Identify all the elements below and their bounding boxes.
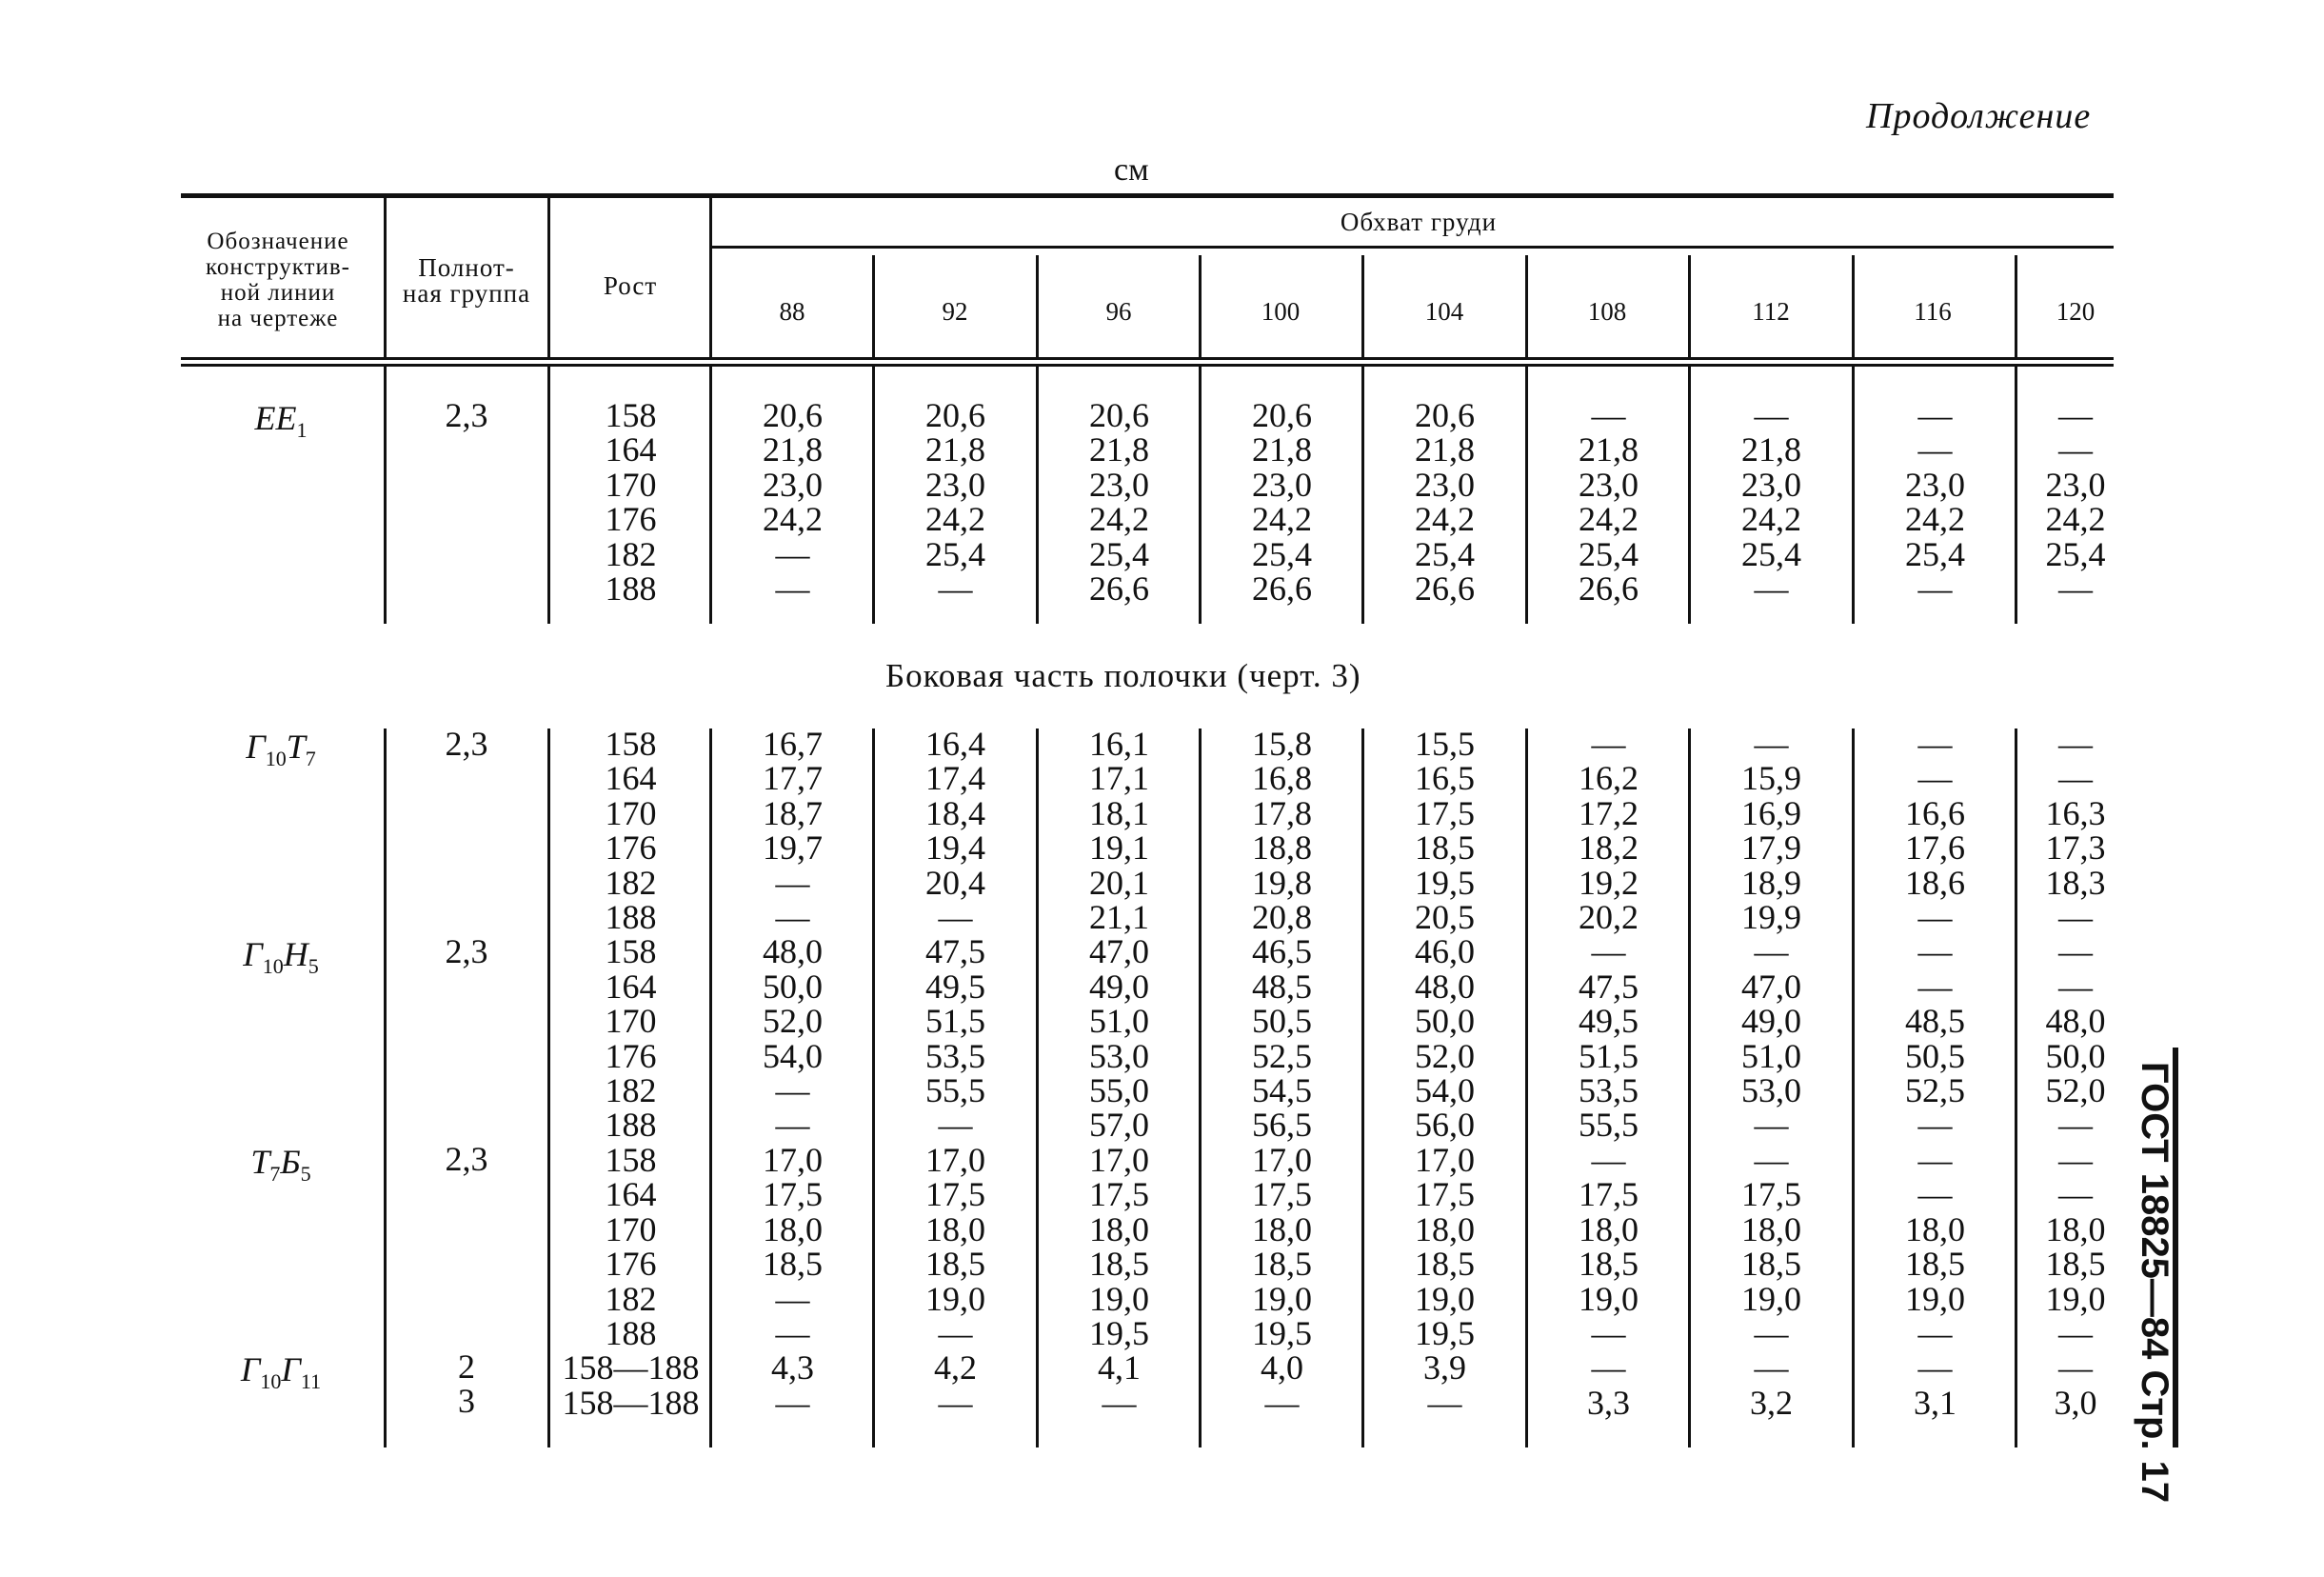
body-divider bbox=[1852, 729, 1855, 1447]
line-label-ee1: $EE_1$ bbox=[254, 399, 308, 443]
header-divider bbox=[872, 255, 875, 360]
body-divider bbox=[1525, 729, 1528, 1447]
chest-header-rule bbox=[709, 246, 2114, 249]
value-column-108: — 21,8 23,0 24,2 25,4 26,6 bbox=[1579, 396, 1639, 609]
header-bottom-rule-2 bbox=[181, 364, 2114, 367]
value-column-108: — 16,2 17,2 18,2 19,2 20,2 — 47,5 49,5 51,5 53,5 55,5 — 17,5 18,0 18,5 19,0 — — 3,3 bbox=[1579, 725, 1639, 1422]
chest-size-112: 112 bbox=[1752, 297, 1790, 326]
line-label-t7b5: $Т_7Б_5$ bbox=[250, 1143, 311, 1187]
header-divider bbox=[1688, 255, 1691, 360]
height-column: 158 164 170 176 182 188 158 164 170 176 182 188 158 164 170 176 182 188 158—188 158—188 bbox=[562, 725, 700, 1422]
fullness-group: 3 bbox=[458, 1382, 475, 1420]
line-label-g10t7: $Г_{10}Т_7$ bbox=[246, 728, 316, 771]
line-label-g10g11: $Г_{10}Г_{11}$ bbox=[240, 1350, 322, 1394]
header-divider bbox=[1199, 255, 1202, 360]
header-divider bbox=[1361, 255, 1364, 360]
value-column-104: 15,5 16,5 17,5 18,5 19,5 20,5 46,0 48,0 50,0 52,0 54,0 56,0 17,0 17,5 18,0 18,5 19,0 19,5 3,9 — bbox=[1415, 725, 1475, 1422]
section-title: Боковая часть полочки (черт. 3) bbox=[885, 657, 1361, 694]
height-column: 158 164 170 176 182 188 bbox=[605, 396, 657, 609]
chest-size-116: 116 bbox=[1914, 297, 1952, 326]
value-column-96: 20,6 21,8 23,0 24,2 25,4 26,6 bbox=[1089, 396, 1149, 609]
value-column-104: 20,6 21,8 23,0 24,2 25,4 26,6 bbox=[1415, 396, 1475, 609]
fullness-group: 2,3 bbox=[445, 1140, 488, 1178]
body-divider bbox=[709, 729, 712, 1447]
body-divider bbox=[872, 367, 875, 624]
continuation-label: Продолжение bbox=[1866, 96, 2092, 136]
designation-header: Обозначение конструктив- ной линии на чертеже bbox=[205, 229, 350, 331]
value-column-88: 16,7 17,7 18,7 19,7 — — 48,0 50,0 52,0 54,0 — — 17,0 17,5 18,0 18,5 — — 4,3 — bbox=[763, 725, 823, 1422]
body-divider bbox=[1688, 729, 1691, 1447]
body-divider bbox=[1036, 367, 1039, 624]
header-divider bbox=[1852, 255, 1855, 360]
body-divider bbox=[2015, 367, 2017, 624]
fullness-group: 2,3 bbox=[445, 396, 488, 434]
units-label: см bbox=[1114, 152, 1149, 188]
body-divider bbox=[1688, 367, 1691, 624]
value-column-92: 16,4 17,4 18,4 19,4 20,4 — 47,5 49,5 51,5 53,5 55,5 — 17,0 17,5 18,0 18,5 19,0 — 4,2 — bbox=[925, 725, 985, 1422]
chest-size-120: 120 bbox=[2056, 297, 2096, 326]
standard-page-reference: ГОСТ 18825—84 Стр. 17 bbox=[2134, 1062, 2175, 1504]
value-column-116: — — 23,0 24,2 25,4 — bbox=[1905, 396, 1965, 609]
value-column-120: — — 16,3 17,3 18,3 — — — 48,0 50,0 52,0 — — — 18,0 18,5 19,0 — — 3,0 bbox=[2045, 725, 2106, 1422]
chest-girth-header: Обхват груди bbox=[1340, 208, 1498, 236]
fullness-group: 2,3 bbox=[445, 725, 488, 763]
value-column-120: — — 23,0 24,2 25,4 — bbox=[2045, 396, 2106, 609]
header-divider bbox=[2015, 255, 2017, 360]
body-divider bbox=[1361, 729, 1364, 1447]
chest-size-96: 96 bbox=[1105, 297, 1132, 326]
body-divider bbox=[1852, 367, 1855, 624]
fullness-group: 2,3 bbox=[445, 932, 488, 970]
fullness-group-header: Полнот- ная группа bbox=[402, 253, 531, 308]
table-top-rule bbox=[181, 193, 2114, 198]
header-bottom-rule-1 bbox=[181, 357, 2114, 360]
value-column-112: — 21,8 23,0 24,2 25,4 — bbox=[1741, 396, 1801, 609]
value-column-100: 20,6 21,8 23,0 24,2 25,4 26,6 bbox=[1252, 396, 1312, 609]
value-column-96: 16,1 17,1 18,1 19,1 20,1 21,1 47,0 49,0 51,0 53,0 55,0 57,0 17,0 17,5 18,0 18,5 19,0 19,5 4,1 — bbox=[1089, 725, 1149, 1422]
body-divider bbox=[384, 729, 387, 1447]
chest-size-108: 108 bbox=[1587, 297, 1627, 326]
body-divider bbox=[1525, 367, 1528, 624]
line-label-g10n5: $Г_{10}Н_5$ bbox=[243, 935, 319, 979]
value-column-112: — 15,9 16,9 17,9 18,9 19,9 — 47,0 49,0 51,0 53,0 — — 17,5 18,0 18,5 19,0 — — 3,2 bbox=[1741, 725, 1801, 1422]
chest-size-100: 100 bbox=[1261, 297, 1301, 326]
header-divider bbox=[1036, 255, 1039, 360]
body-divider bbox=[1361, 367, 1364, 624]
chest-size-104: 104 bbox=[1424, 297, 1464, 326]
value-column-92: 20,6 21,8 23,0 24,2 25,4 — bbox=[925, 396, 985, 609]
body-divider bbox=[2015, 729, 2017, 1447]
chest-size-88: 88 bbox=[779, 297, 805, 326]
body-divider bbox=[872, 729, 875, 1447]
body-divider bbox=[1199, 729, 1202, 1447]
body-divider bbox=[1199, 367, 1202, 624]
fullness-group: 2 bbox=[458, 1347, 475, 1386]
body-divider bbox=[709, 367, 712, 624]
body-divider bbox=[1036, 729, 1039, 1447]
value-column-88: 20,6 21,8 23,0 24,2 — — bbox=[763, 396, 823, 609]
height-header: Рост bbox=[603, 271, 658, 300]
header-divider bbox=[1525, 255, 1528, 360]
chest-size-92: 92 bbox=[942, 297, 968, 326]
value-column-116: — — 16,6 17,6 18,6 — — — 48,5 50,5 52,5 — — — 18,0 18,5 19,0 — — 3,1 bbox=[1905, 725, 1965, 1422]
body-divider bbox=[547, 729, 550, 1447]
value-column-100: 15,8 16,8 17,8 18,8 19,8 20,8 46,5 48,5 50,5 52,5 54,5 56,5 17,0 17,5 18,0 18,5 19,0 19,5 4,0 — bbox=[1252, 725, 1312, 1422]
